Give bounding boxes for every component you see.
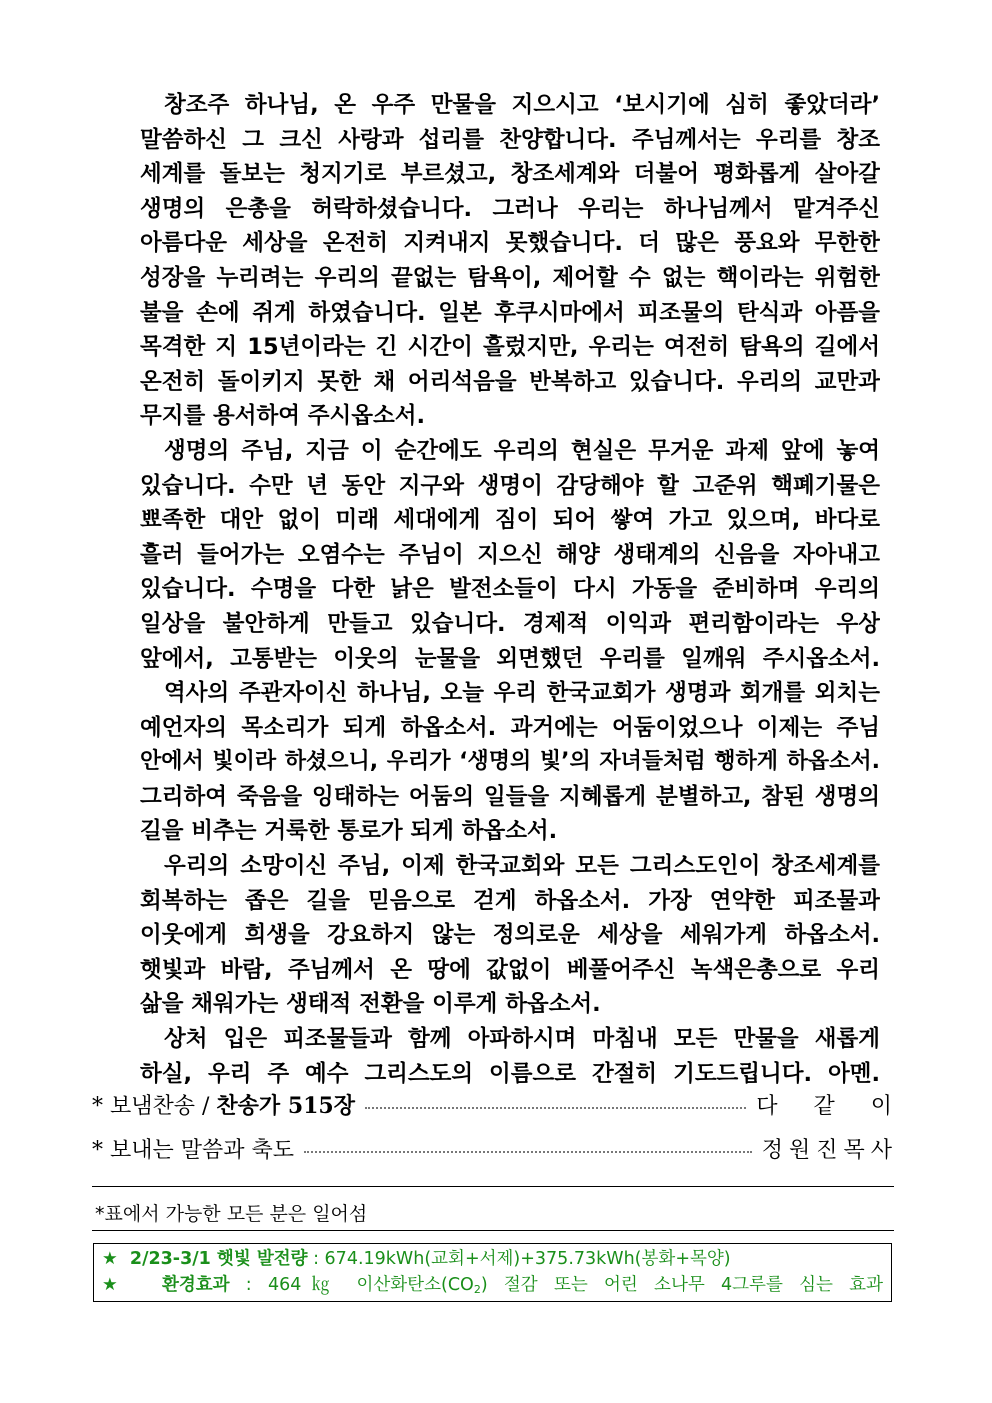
benediction-leader: 정원진목사 <box>761 1137 898 1163</box>
solar-generation-row <box>102 1246 883 1272</box>
solar-generation-value: : 674.19kWh(교회+서제)+375.73kWh(봉화+목양) <box>307 1249 731 1269</box>
environment-effect-row <box>102 1272 883 1298</box>
prayer-line: 그리하여 죽음을 잉태하는 어둠의 일들을 지혜롭게 분별하고, 참된 생명의 <box>140 783 880 810</box>
prayer-line: 앞에서, 고통받는 이웃의 눈물을 외면했던 우리를 일깨워 주시옵소서. <box>140 645 880 672</box>
prayer-line: 이웃에게 희생을 강요하지 않는 정의로운 세상을 세워가게 하옵소서. <box>140 922 880 949</box>
prayer-line: 창조주 하나님, 온 우주 만물을 지으시고 ‘보시기에 심히 좋았더라’ <box>164 92 880 118</box>
prayer-line: 무지를 용서하여 주시옵소서. <box>140 403 426 430</box>
prayer-line: 길을 비추는 거룩한 통로가 되게 하옵소서. <box>140 818 558 845</box>
leader-dots <box>365 1107 746 1109</box>
prayer-line: 생명의 은총을 허락하셨습니다. 그러나 우리는 하나님께서 맡겨주신 <box>140 195 880 222</box>
benediction-label: * 보내는 말씀과 축도 <box>92 1137 294 1163</box>
star-icon: ★ <box>102 1249 118 1269</box>
prayer-line: 목격한 지 15년이라는 긴 시간이 흘렀지만, 우리는 여전히 탐욕의 길에서 <box>140 334 880 361</box>
prayer-line: 안에서 빛이라 하셨으니, 우리가 ‘생명의 빛’의 자녀들처럼 행하게 하옵소서. <box>140 749 880 775</box>
closing-hymn-label: * 보냄찬송 / 찬송가 515장 <box>92 1092 355 1119</box>
closing-hymn-row <box>92 1084 928 1124</box>
star-icon: ★ <box>102 1275 129 1295</box>
prayer-line: 하실, 우리 주 예수 그리스도의 이름으로 간절히 기도드립니다. 아멘. <box>140 1060 880 1087</box>
prayer-line: 햇빛과 바람, 주님께서 온 땅에 값없이 베풀어주신 녹색은총으로 우리 <box>140 956 880 983</box>
prayer-body <box>140 88 880 1091</box>
prayer-line: 예언자의 목소리가 되게 하옵소서. 과거에는 어둠이었으나 이제는 주님 <box>140 714 880 741</box>
prayer-line: 상처 입은 피조물들과 함께 아파하시며 마침내 모든 만물을 새롭게 <box>164 1026 880 1053</box>
prayer-line: 회복하는 좁은 길을 믿음으로 걷게 하옵소서. 가장 연약한 피조물과 <box>140 887 880 914</box>
prayer-line: 있습니다. 수만 년 동안 지구와 생명이 감당해야 할 고준위 핵폐기물은 <box>140 472 880 499</box>
prayer-line: 불을 손에 쥐게 하였습니다. 일본 후쿠시마에서 피조물의 탄식과 아픔을 <box>140 299 880 326</box>
environment-effect-value: : 464㎏ 이산화탄소$(CO_2)$ 절감 또는 어린 소나무 4그루를 심는 효과 <box>229 1275 883 1296</box>
prayer-line: 아름다운 세상을 온전히 지켜내지 못했습니다. 더 많은 풍요와 무한한 <box>140 230 880 257</box>
prayer-line: 일상을 불안하게 만들고 있습니다. 경제적 이익과 편리함이라는 우상 <box>140 610 880 637</box>
benediction-row <box>92 1128 898 1168</box>
prayer-line: 역사의 주관자이신 하나님, 오늘 우리 한국교회가 생명과 회개를 외치는 <box>164 680 880 707</box>
prayer-line: 있습니다. 수명을 다한 낡은 발전소들이 다시 가동을 준비하며 우리의 <box>140 576 880 603</box>
environment-effect-label: 환경효과 <box>161 1275 230 1295</box>
closing-hymn-leader: 다같이 <box>756 1093 928 1119</box>
solar-info-box <box>93 1243 892 1302</box>
prayer-line: 삶을 채워가는 생태적 전환을 이루게 하옵소서. <box>140 991 601 1018</box>
prayer-line: 생명의 주님, 지금 이 순간에도 우리의 현실은 무거운 과제 앞에 놓여 <box>164 437 880 464</box>
prayer-line: 말씀하신 그 크신 사랑과 섭리를 찬양합니다. 주님께서는 우리를 창조 <box>140 126 880 153</box>
divider <box>92 1186 894 1187</box>
prayer-line: 온전히 돌이키지 못한 채 어리석음을 반복하고 있습니다. 우리의 교만과 <box>140 368 880 395</box>
divider <box>92 1230 894 1231</box>
prayer-line: 성장을 누리려는 우리의 끝없는 탐욕이, 제어할 수 없는 핵이라는 위험한 <box>140 264 880 291</box>
leader-dots <box>304 1151 752 1153</box>
prayer-line: 우리의 소망이신 주님, 이제 한국교회와 모든 그리스도인이 창조세계를 <box>164 853 880 880</box>
standing-note: *표에서 가능한 모든 분은 일어섬 <box>95 1203 368 1225</box>
solar-generation-label: 2/23-3/1 햇빛 발전량 <box>129 1249 308 1269</box>
prayer-line: 세계를 돌보는 청지기로 부르셨고, 창조세계와 더불어 평화롭게 살아갈 <box>140 161 880 188</box>
prayer-line: 뾰족한 대안 없이 미래 세대에게 짐이 되어 쌓여 가고 있으며, 바다로 <box>140 507 880 534</box>
prayer-line: 흘러 들어가는 오염수는 주님이 지으신 해양 생태계의 신음을 자아내고 <box>140 541 880 568</box>
